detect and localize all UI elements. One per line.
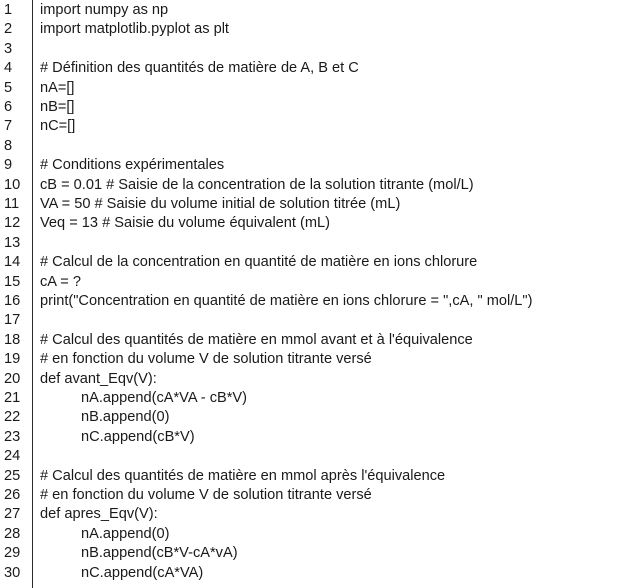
line-number: 25	[4, 467, 21, 484]
code-text: nA=[]	[40, 79, 75, 96]
line-number: 6	[4, 99, 13, 115]
code-text: nA.append(cA*VA - cB*V)	[81, 390, 248, 406]
line-number: 10	[4, 176, 21, 193]
code-line	[0, 370, 620, 389]
code-text: # en fonction du volume V de solution titrante versé	[40, 351, 372, 368]
line-number: 5	[4, 79, 13, 96]
code-line	[0, 486, 620, 505]
line-number: 14	[4, 254, 21, 271]
code-text: def avant_Eqv(V):	[40, 370, 157, 387]
line-number: 2	[4, 21, 13, 38]
code-line	[0, 292, 620, 311]
code-line	[0, 98, 620, 117]
code-text: # Conditions expérimentales	[40, 157, 225, 174]
line-number: 24	[4, 448, 21, 465]
line-number: 19	[4, 351, 21, 368]
line-number: 4	[4, 60, 13, 77]
code-line	[0, 428, 620, 447]
code-line	[0, 195, 620, 214]
code-text: cA = ?	[40, 273, 81, 290]
line-number: 18	[4, 331, 21, 348]
line-number: 30	[4, 564, 21, 581]
line-number: 8	[4, 137, 13, 154]
line-number: 15	[4, 273, 21, 290]
code-line	[0, 234, 620, 253]
code-line	[0, 40, 620, 59]
code-text: nA.append(0)	[81, 525, 170, 542]
code-line	[0, 564, 620, 583]
code-line	[0, 156, 620, 175]
code-text: VA = 50 # Saisie du volume initial de solution titrée (mL)	[40, 196, 401, 212]
line-number: 9	[4, 157, 13, 174]
code-line	[0, 350, 620, 369]
code-line	[0, 176, 620, 195]
line-number: 21	[4, 390, 21, 406]
code-text: nC.append(cA*VA)	[81, 564, 204, 581]
code-text: # Calcul des quantités de matière en mmol avant et à l'équivalence	[40, 331, 473, 348]
line-number: 23	[4, 428, 21, 445]
line-number: 7	[4, 118, 13, 135]
code-line	[0, 253, 620, 272]
code-line	[0, 59, 620, 78]
code-line	[0, 137, 620, 156]
code-line	[0, 389, 620, 408]
line-number: 22	[4, 409, 21, 426]
line-number: 17	[4, 312, 21, 329]
code-text: nC.append(cB*V)	[81, 428, 195, 445]
code-line	[0, 408, 620, 427]
code-text: Veq = 13 # Saisie du volume équivalent (mL)	[40, 215, 331, 232]
code-text: print("Concentration en quantité de matière en ions chlorure = ",cA, " mol/L")	[40, 293, 533, 309]
code-line	[0, 214, 620, 233]
code-line	[0, 20, 620, 39]
code-text: import matplotlib.pyplot as plt	[40, 21, 229, 38]
code-line	[0, 467, 620, 486]
line-number: 11	[4, 196, 20, 212]
code-text: # Calcul des quantités de matière en mmol après l'équivalence	[40, 467, 446, 484]
code-line	[0, 273, 620, 292]
code-text: nC=[]	[40, 118, 76, 135]
code-line	[0, 1, 620, 20]
code-text: nB.append(0)	[81, 409, 170, 426]
code-line	[0, 331, 620, 350]
code-line	[0, 525, 620, 544]
line-number: 13	[4, 234, 21, 251]
code-line	[0, 505, 620, 524]
code-text: import numpy as np	[40, 2, 169, 18]
line-number: 1	[4, 2, 13, 18]
line-number: 20	[4, 370, 21, 387]
code-text: # Définition des quantités de matière de A, B et C	[40, 60, 359, 77]
code-text: # en fonction du volume V de solution titrante versé	[40, 487, 372, 503]
code-line	[0, 117, 620, 136]
line-number: 3	[4, 40, 13, 57]
code-line	[0, 544, 620, 563]
code-text: nB=[]	[40, 99, 75, 115]
line-number: 27	[4, 506, 21, 523]
line-number: 12	[4, 215, 21, 232]
line-number: 26	[4, 487, 21, 503]
code-text: def apres_Eqv(V):	[40, 506, 158, 523]
code-line	[0, 311, 620, 330]
code-text: cB = 0.01 # Saisie de la concentration de la solution titrante (mol/L)	[40, 176, 474, 193]
line-number: 29	[4, 545, 21, 562]
code-text: # Calcul de la concentration en quantité de matière en ions chlorure	[40, 254, 478, 271]
code-text: nB.append(cB*V-cA*vA)	[81, 545, 238, 562]
line-number: 16	[4, 293, 21, 309]
code-line	[0, 79, 620, 98]
code-line	[0, 447, 620, 466]
line-number: 28	[4, 525, 21, 542]
